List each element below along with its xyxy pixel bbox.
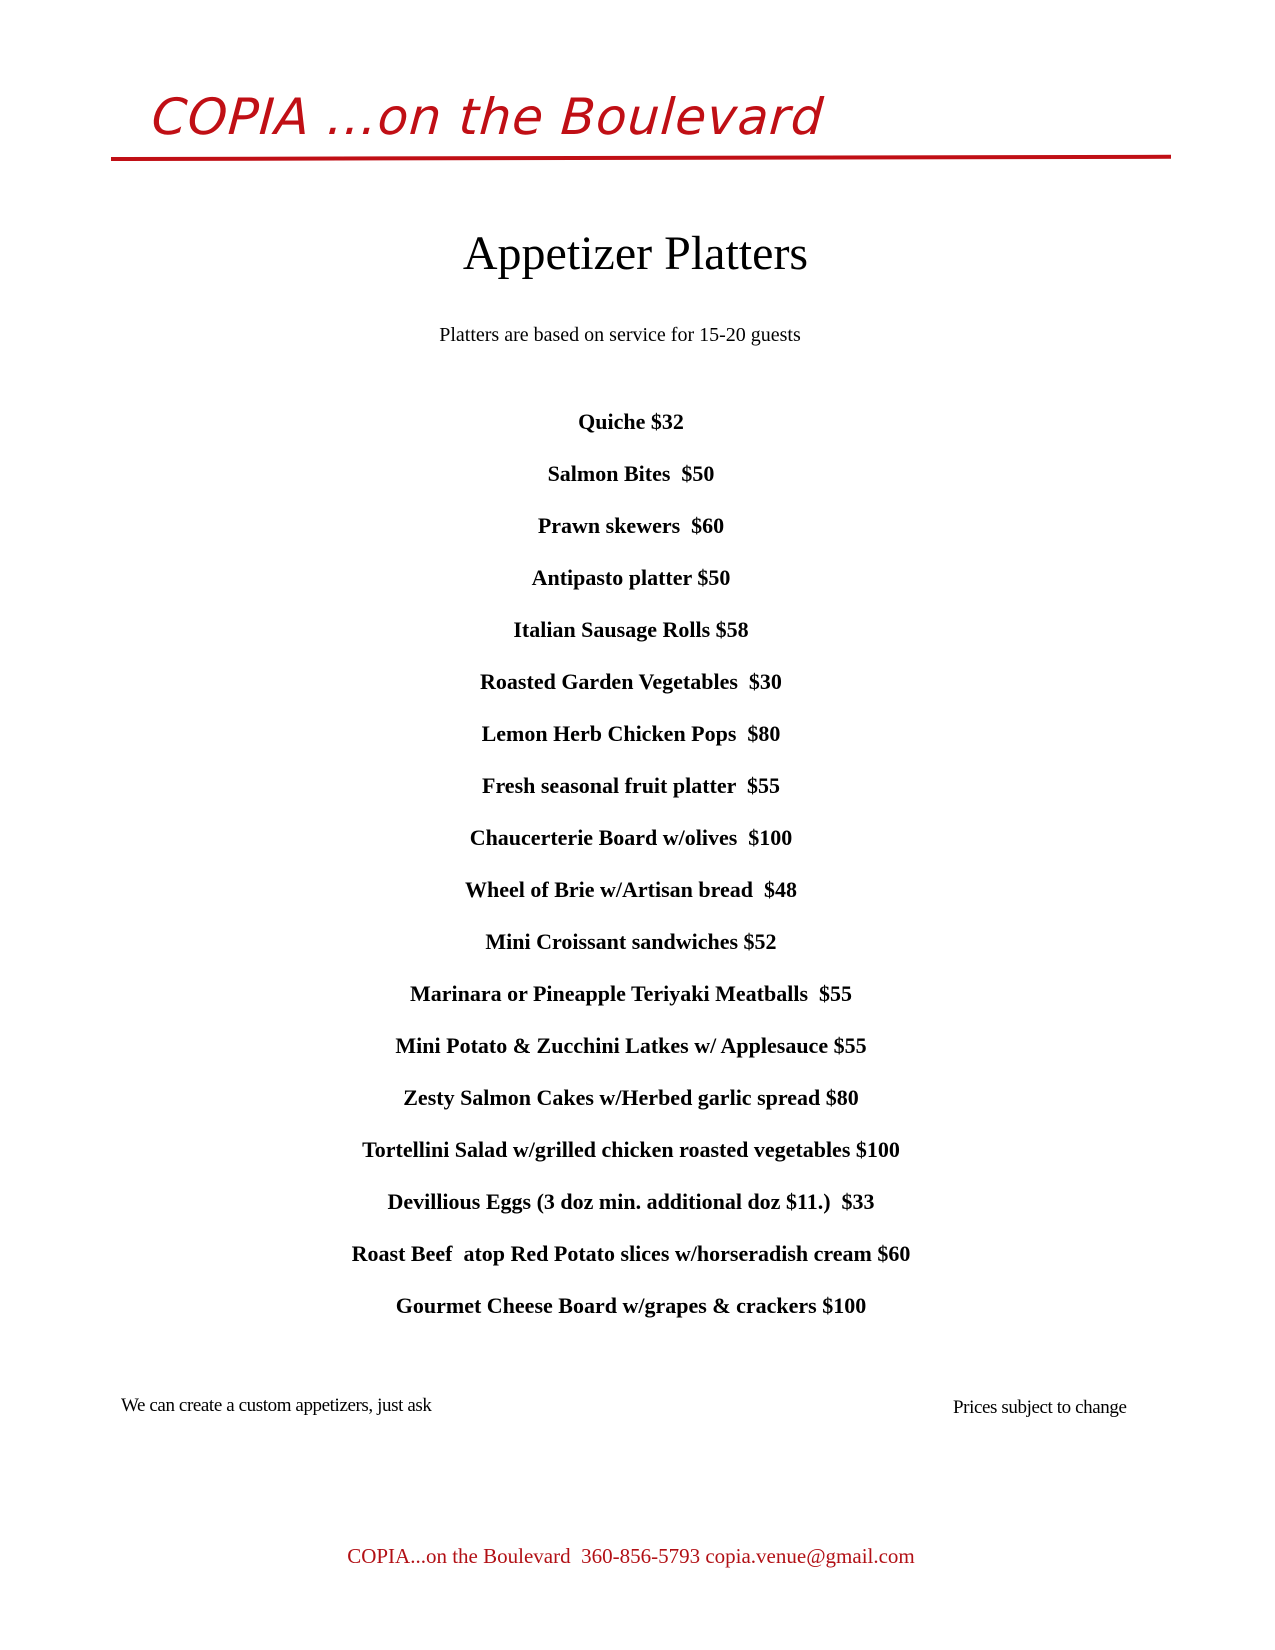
menu-item: Roast Beef atop Red Potato slices w/horseradish cream $60 <box>351 1241 911 1266</box>
price-disclaimer: Prices subject to change <box>953 1397 1127 1418</box>
menu-item: Quiche $32 <box>578 409 684 434</box>
menu-item: Salmon Bites $50 <box>547 461 715 486</box>
menu-item: Mini Croissant sandwiches $52 <box>485 929 777 954</box>
menu-item: Italian Sausage Rolls $58 <box>513 617 749 642</box>
menu-item: Roasted Garden Vegetables $30 <box>480 669 782 694</box>
menu-item: Wheel of Brie w/Artisan bread $48 <box>464 877 797 902</box>
menu-item: Tortellini Salad w/grilled chicken roasted vegetables $100 <box>362 1137 900 1162</box>
page-title <box>0 226 1275 281</box>
page-subtitle: Platters are based on service for 15-20 guests <box>439 324 801 346</box>
menu-item: Chaucerterie Board w/olives $100 <box>469 825 793 850</box>
menu-item: Fresh seasonal fruit platter $55 <box>482 773 780 798</box>
custom-appetizer-note: We can create a custom appetizers, just ask <box>121 1395 432 1416</box>
contact-footer: COPIA...on the Boulevard 360-856-5793 copia.venue@gmail.com <box>347 1544 915 1568</box>
page-title-text: Appetizer Platters <box>462 227 809 280</box>
menu-item: Zesty Salmon Cakes w/Herbed garlic spread $80 <box>403 1085 859 1110</box>
menu-item: Marinara or Pineapple Teriyaki Meatballs $55 <box>409 981 853 1006</box>
menu-list <box>0 408 1262 1344</box>
menu-item: Devillious Eggs (3 doz min. additional doz $11.) $33 <box>387 1189 875 1214</box>
menu-item: Mini Potato & Zucchini Latkes w/ Applesauce $55 <box>395 1033 867 1058</box>
menu-item: Antipasto platter $50 <box>531 565 731 590</box>
menu-item: Prawn skewers $60 <box>537 513 725 538</box>
menu-item: Gourmet Cheese Board w/grapes & crackers $100 <box>395 1293 867 1318</box>
menu-item: Lemon Herb Chicken Pops $80 <box>481 721 781 746</box>
header-divider <box>111 155 1171 161</box>
brand-logo: COPIA ...on the Boulevard <box>149 88 826 146</box>
